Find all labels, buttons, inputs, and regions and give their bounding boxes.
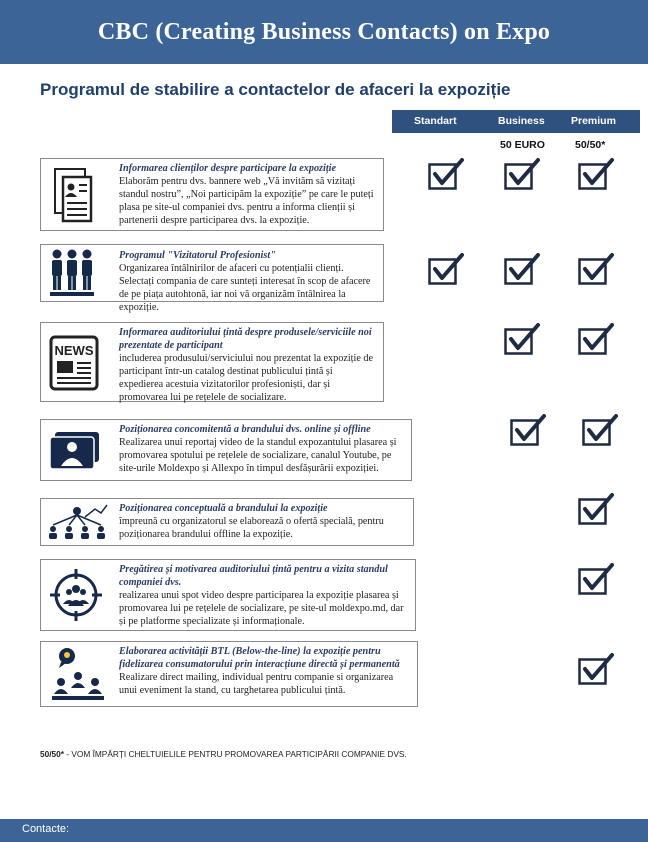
row-text <box>119 162 377 227</box>
service-row <box>40 244 384 313</box>
checkmark-icon <box>428 158 464 190</box>
row-text <box>119 423 405 475</box>
row-title: Poziționarea conceptuală a brandului la expoziție <box>119 503 328 514</box>
target-audience-icon <box>49 568 103 627</box>
row-description: Organizarea întâlnirilor de afaceri cu potențialii clienți. Selectați compania de care sunteți interesat în scop de afacere de pe piața autohtonă, iar noi vă organizăm întâlnirea la expoziție. <box>119 263 371 313</box>
row-text <box>119 326 377 404</box>
service-row <box>40 419 412 481</box>
checkmark-icon <box>504 158 540 190</box>
checkmark-icon <box>578 323 614 355</box>
row-text <box>119 645 411 697</box>
checkmark-icon <box>504 253 540 285</box>
checkmark-icon <box>510 414 546 446</box>
video-presenter-icon <box>49 430 101 477</box>
column-standart: Standart <box>414 115 457 127</box>
column-premium: Premium <box>571 115 616 127</box>
row-title: Programul "Vizitatorul Profesionist" <box>119 250 276 261</box>
footnote-mark: 50/50* <box>40 749 64 759</box>
price-business: 50 EURO <box>500 139 545 151</box>
checkmark-icon <box>578 563 614 595</box>
footnote <box>40 749 407 759</box>
checkmark-icon <box>578 253 614 285</box>
checkmark-icon <box>578 158 614 190</box>
service-row <box>40 158 384 231</box>
row-description: Elaborăm pentru dvs. bannere web „Vă invităm să vizitați standul nostru”, „Noi participăm la expoziție” pe care le puteți plasa pe site-ul companiei dvs. pentru a informa clienții și partenerii despre participarea dvs. la expoziție. <box>119 176 374 226</box>
footer-bar <box>0 819 648 842</box>
people-group-icon <box>49 248 95 303</box>
row-description: Realizarea unui reportaj video de la standul expozantului plasarea și promovarea spotului pe rețelele de socializare, canalul Youtube, pe site-urile Moldexpo și Allexpo în timpul desfășurării expoziției. <box>119 437 397 474</box>
document-icon <box>49 167 99 228</box>
row-description: Realizare direct mailing, individual pentru companie si organizarea unui eveniment la stand, cu targhetarea publicului țintă. <box>119 672 394 696</box>
checkmark-icon <box>578 493 614 525</box>
service-row <box>40 498 414 546</box>
row-title: Informarea clienților despre participare la expoziție <box>119 163 337 174</box>
service-row <box>40 559 416 631</box>
price-premium: 50/50* <box>575 139 606 151</box>
contacts-label: Contacte: <box>22 823 70 835</box>
page-subtitle: Programul de stabilire a contactelor de afaceri la expoziție <box>40 80 511 99</box>
page-title: CBC (Creating Business Contacts) on Expo <box>97 18 551 45</box>
plan-column-header <box>392 110 640 133</box>
row-text <box>119 563 409 628</box>
checkmark-icon <box>504 323 540 355</box>
footnote-text: - VOM ÎMPĂRȚI CHELTUIELILE PENTRU PROMOVAREA PARTICIPĂRII COMPANIE DVS. <box>64 749 407 759</box>
checkmark-icon <box>582 414 618 446</box>
service-row <box>40 322 384 402</box>
row-description: împreună cu organizatorul se elaborează o ofertă specială, pentru poziționarea brandului offline la expoziție. <box>119 516 384 540</box>
row-description: realizarea unui spot video despre participarea la expoziție plasarea și promovarea lui pe rețelele de socializare, pe site-ul moldexpo.md, dar și pe platforme specializate și informaționale. <box>119 590 404 627</box>
row-title: Pregătirea și motivarea auditoriului țintă pentru a vizita standul companiei dvs. <box>119 564 388 588</box>
column-business: Business <box>498 115 545 127</box>
network-growth-icon <box>45 503 109 548</box>
news-icon <box>49 335 99 396</box>
row-title: Informarea auditoriului țintă despre produsele/serviciile noi prezentate de participant <box>119 327 372 351</box>
service-row <box>40 641 418 707</box>
checkmark-icon <box>428 253 464 285</box>
checkmark-icon <box>578 653 614 685</box>
row-title: Elaborarea activității BTL (Below-the-line) la expoziție pentru fidelizarea consumatorului prin interacțiune directă și permanentă <box>119 646 400 670</box>
row-text <box>119 502 407 541</box>
row-title: Poziționarea concomitentă a brandului dvs. online și offline <box>119 424 371 435</box>
svg-text:NEWS: NEWS <box>54 343 94 358</box>
btl-audience-icon <box>49 646 107 707</box>
title-banner <box>0 0 648 64</box>
row-description: includerea produsului/serviciului nou prezentat la expoziție de participant într-un catalog destinat publicului țintă și expedierea acestuia vizitatorilor profesioniști, dar și promovarea lui pe rețelele de socializare. <box>119 353 374 403</box>
row-text <box>119 249 377 314</box>
